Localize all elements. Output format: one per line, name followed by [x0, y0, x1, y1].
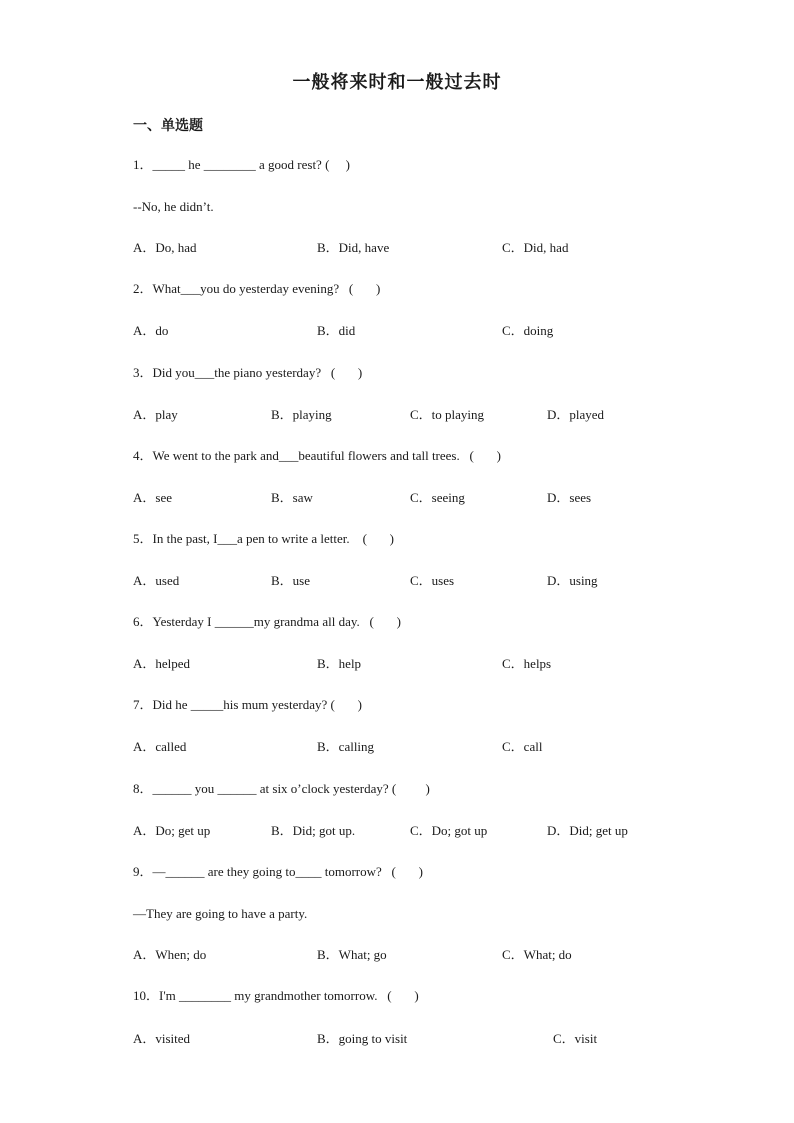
question-4-option-b[interactable]: B．saw	[271, 490, 313, 505]
question-9-stem: 9．—______ are they going to____ tomorrow? ( )	[133, 864, 423, 879]
question-4-stem: 4．We went to the park and___beautiful flowers and tall trees. ( )	[133, 448, 501, 463]
question-5-option-a[interactable]: A．used	[133, 573, 180, 588]
question-1-option-b[interactable]: B．Did, have	[317, 240, 390, 255]
question-1-stem: 1．_____ he ________ a good rest? ( )	[133, 157, 350, 172]
question-5-option-c[interactable]: C．uses	[410, 573, 455, 588]
question-1-option-c[interactable]: C．Did, had	[502, 240, 569, 255]
question-7-stem: 7．Did he _____his mum yesterday? ( )	[133, 697, 362, 712]
question-10-option-b[interactable]: B．going to visit	[317, 1031, 408, 1046]
question-8-option-b[interactable]: B．Did; got up.	[271, 823, 356, 838]
question-5-option-d[interactable]: D．using	[547, 573, 598, 588]
question-8-option-d[interactable]: D．Did; get up	[547, 823, 628, 838]
question-2-option-c[interactable]: C．doing	[502, 323, 554, 338]
question-10-option-c[interactable]: C．visit	[553, 1031, 598, 1046]
question-9-option-b[interactable]: B．What; go	[317, 947, 387, 962]
question-6-option-a[interactable]: A．helped	[133, 656, 191, 671]
question-1-reply: --No, he didn’t.	[133, 199, 214, 214]
question-10-option-a[interactable]: A．visited	[133, 1031, 191, 1046]
page-title: 一般将来时和一般过去时	[292, 72, 502, 93]
question-8-stem: 8．______ you ______ at six o’clock yesterday? ( )	[133, 781, 430, 796]
question-3-option-a[interactable]: A．play	[133, 407, 178, 422]
question-9-reply: —They are going to have a party.	[133, 906, 308, 921]
question-3-option-c[interactable]: C．to playing	[410, 407, 485, 422]
question-5-stem: 5．In the past, I___a pen to write a letter. ( )	[133, 531, 395, 546]
question-10-stem: 10．I'm ________ my grandmother tomorrow. ( )	[133, 988, 419, 1003]
question-4-option-c[interactable]: C．seeing	[410, 490, 465, 505]
question-2-stem: 2．What___you do yesterday evening? ( )	[133, 281, 381, 296]
question-3-option-d[interactable]: D．played	[547, 407, 605, 422]
question-1-option-a[interactable]: A．Do, had	[133, 240, 197, 255]
question-6-stem: 6．Yesterday I ______my grandma all day. ( )	[133, 614, 401, 629]
question-9-option-c[interactable]: C．What; do	[502, 947, 572, 962]
question-8-option-c[interactable]: C．Do; got up	[410, 823, 488, 838]
question-4-option-d[interactable]: D．sees	[547, 490, 592, 505]
question-6-option-c[interactable]: C．helps	[502, 656, 552, 671]
question-7-option-c[interactable]: C．call	[502, 739, 543, 754]
question-7-option-b[interactable]: B．calling	[317, 739, 375, 754]
question-8-option-a[interactable]: A．Do; get up	[133, 823, 211, 838]
section-heading: 一、单选题	[133, 118, 203, 134]
question-5-option-b[interactable]: B．use	[271, 573, 311, 588]
question-3-option-b[interactable]: B．playing	[271, 407, 332, 422]
question-3-stem: 3．Did you___the piano yesterday? ( )	[133, 365, 363, 380]
question-9-option-a[interactable]: A．When; do	[133, 947, 207, 962]
question-2-option-b[interactable]: B．did	[317, 323, 356, 338]
question-6-option-b[interactable]: B．help	[317, 656, 362, 671]
question-7-option-a[interactable]: A．called	[133, 739, 187, 754]
question-4-option-a[interactable]: A．see	[133, 490, 172, 505]
question-2-option-a[interactable]: A．do	[133, 323, 169, 338]
